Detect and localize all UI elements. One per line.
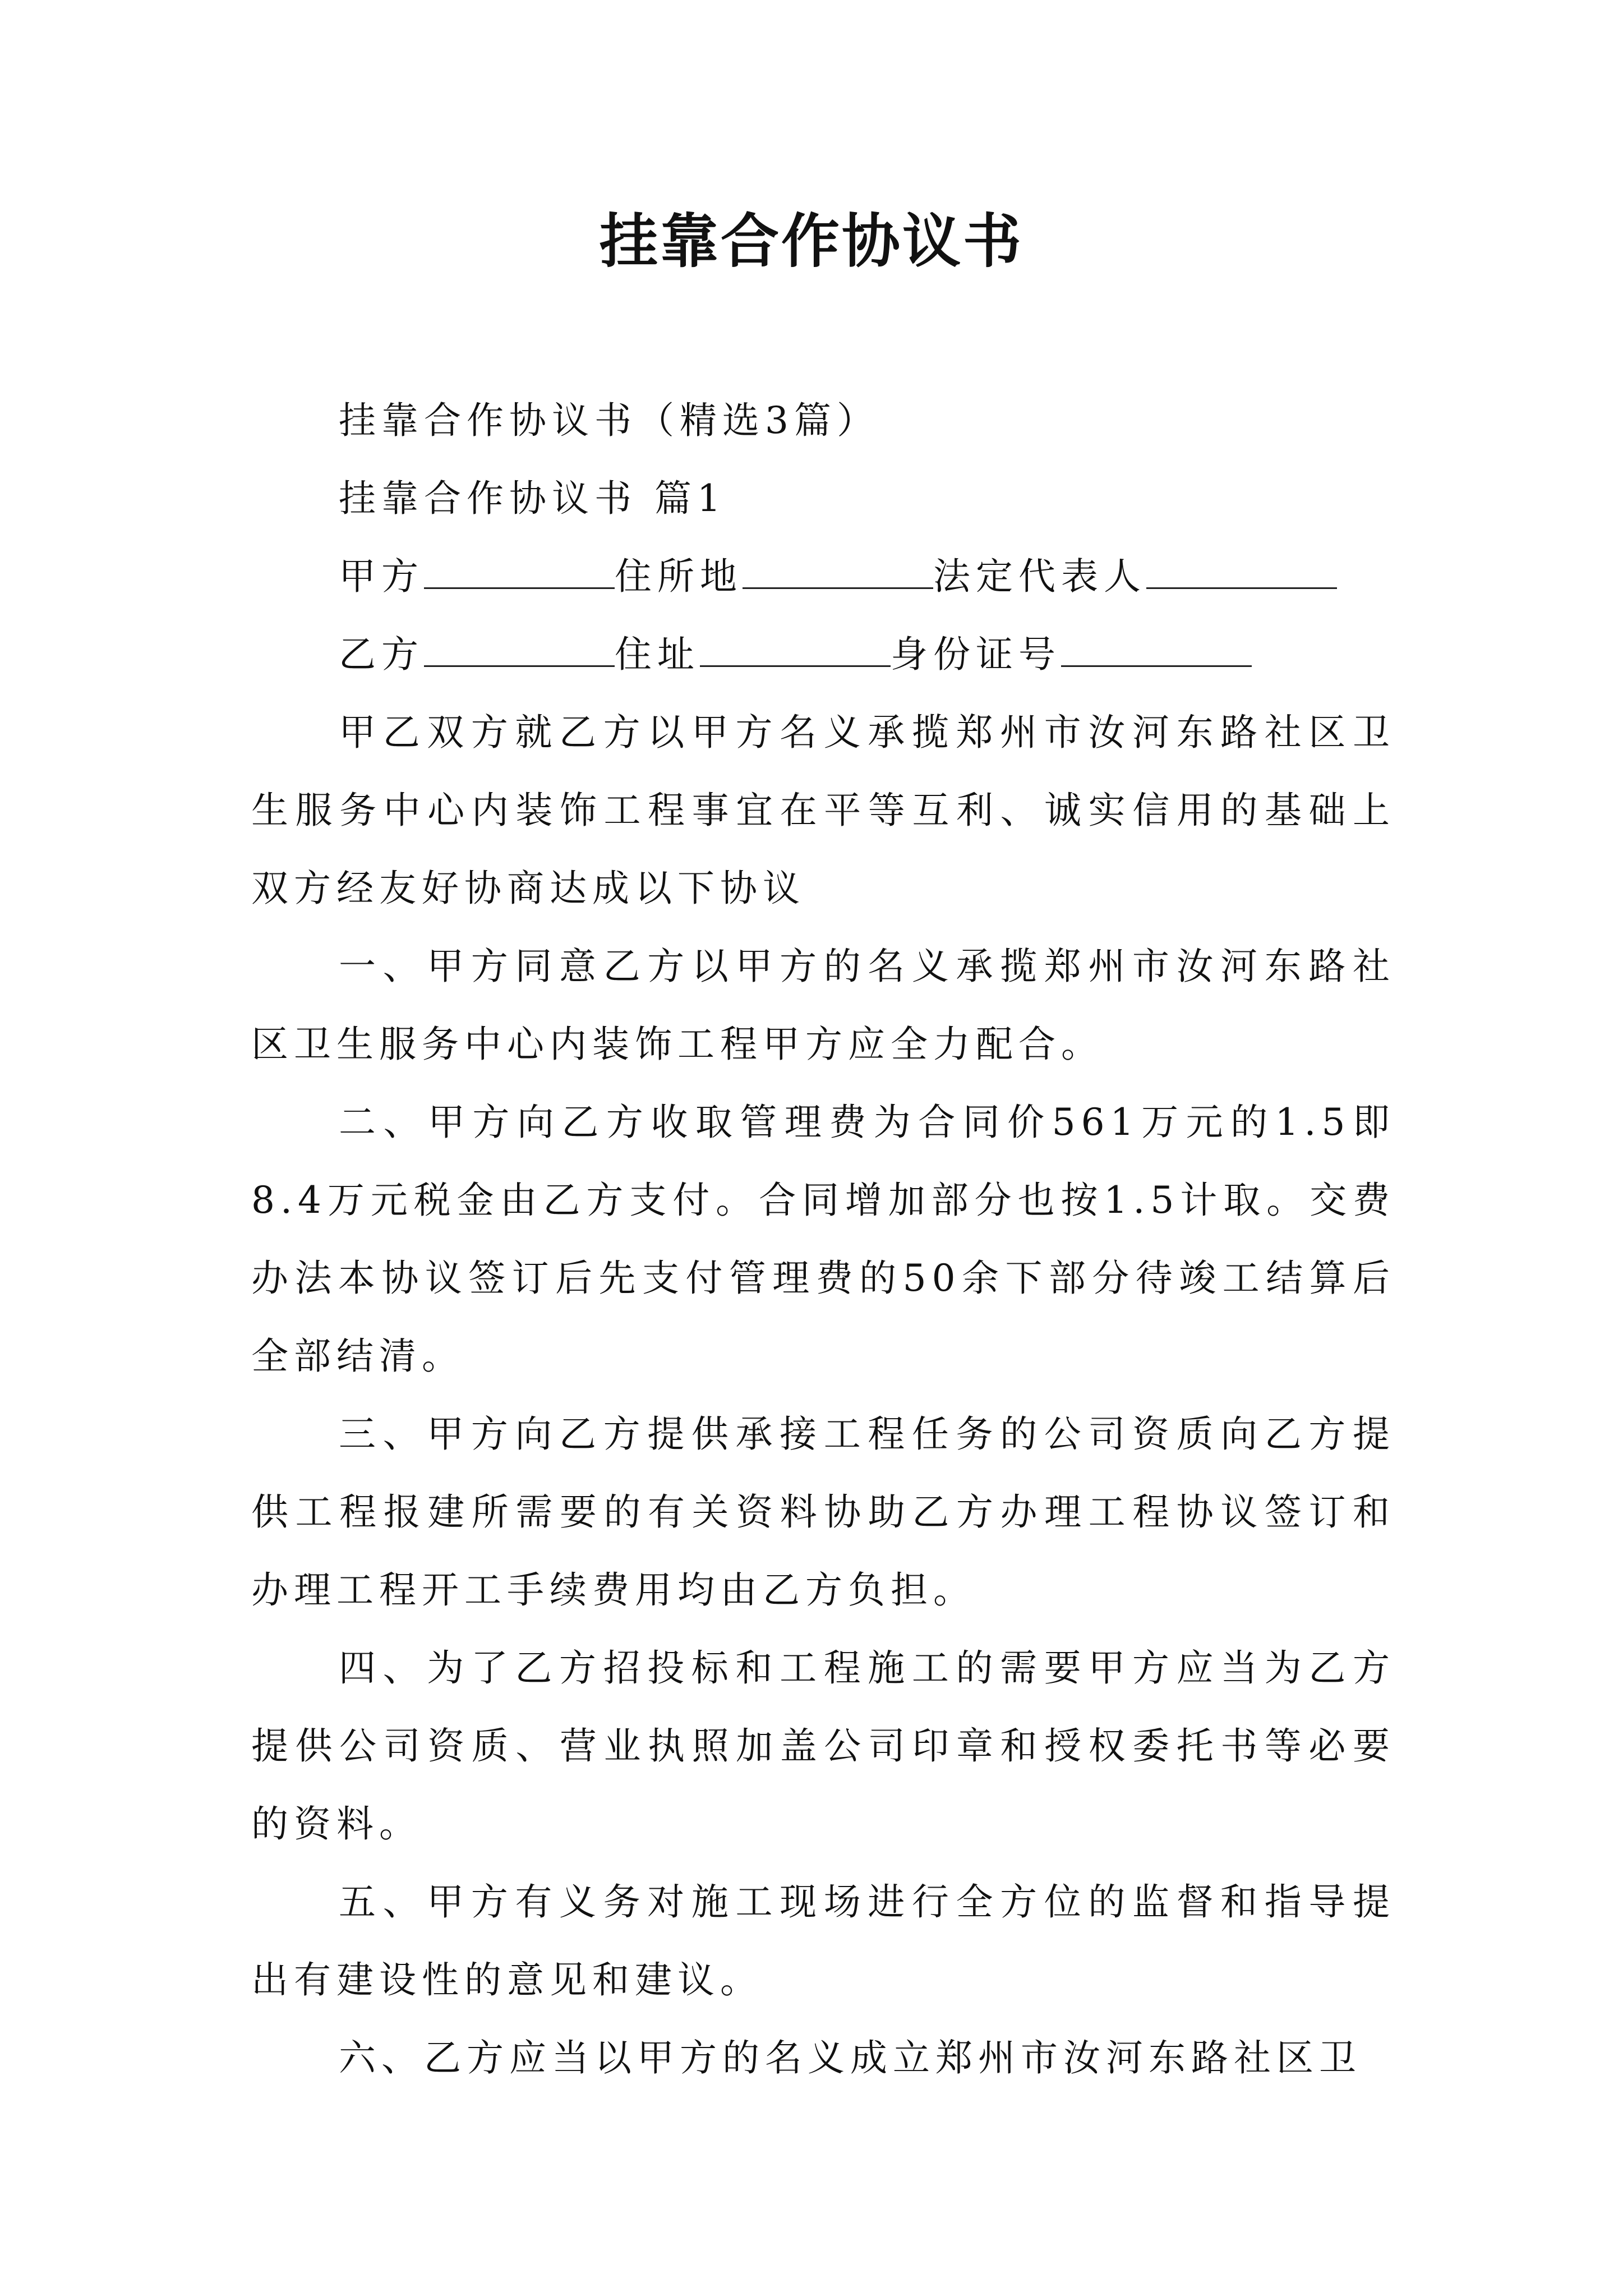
party-a-label: 甲方 (339, 555, 424, 598)
section-heading: 挂靠合作协议书 篇1 (339, 477, 726, 520)
party-b-address-label: 住址 (615, 633, 700, 676)
party-a-line (251, 537, 1395, 615)
party-b-address-blank (700, 622, 891, 667)
party-a-name-blank (424, 544, 615, 589)
party-b-id-blank (1061, 622, 1252, 667)
paragraph-clause-3: 三、甲方向乙方提供承接工程任务的公司资质向乙方提供工程报建所需要的有关资料协助乙方办理工程协议签订和办理工程开工手续费用均由乙方负担。 (251, 1412, 1395, 1612)
paragraph-clause-5: 五、甲方有义务对施工现场进行全方位的监督和指导提出有建设性的意见和建议。 (251, 1880, 1395, 2001)
document-title: 挂靠合作协议书 (599, 207, 1023, 275)
party-a-address-label: 住所地 (615, 555, 743, 598)
party-b-id-label: 身份证号 (891, 633, 1061, 676)
paragraph-clause-2: 二、甲方向乙方收取管理费为合同价561万元的1.5即8.4万元税金由乙方支付。合同增加部分也按1.5计取。交费办法本协议签订后先支付管理费的50余下部分待竣工结算后全部结清。 (251, 1101, 1395, 1378)
paragraph-clause-4: 四、为了乙方招投标和工程施工的需要甲方应当为乙方提供公司资质、营业执照加盖公司印章和授权委托书等必要的资料。 (251, 1646, 1395, 1846)
party-a-rep-blank (1146, 544, 1337, 589)
party-b-label: 乙方 (339, 633, 424, 676)
document-body (251, 381, 1395, 2097)
document-subtitle: 挂靠合作协议书（精选3篇） (339, 399, 879, 442)
party-a-rep-label: 法定代表人 (933, 555, 1146, 598)
party-a-address-blank (743, 544, 933, 589)
paragraph-clause-6: 六、乙方应当以甲方的名义成立郑州市汝河东路社区卫 (339, 2036, 1362, 2079)
paragraph-clause-1: 一、甲方同意乙方以甲方的名义承揽郑州市汝河东路社区卫生服务中心内装饰工程甲方应全力配合。 (251, 945, 1395, 1066)
paragraph-intro: 甲乙双方就乙方以甲方名义承揽郑州市汝河东路社区卫生服务中心内装饰工程事宜在平等互利、诚实信用的基础上双方经友好协商达成以下协议 (251, 711, 1395, 910)
party-b-line (251, 615, 1395, 693)
party-b-name-blank (424, 622, 615, 667)
